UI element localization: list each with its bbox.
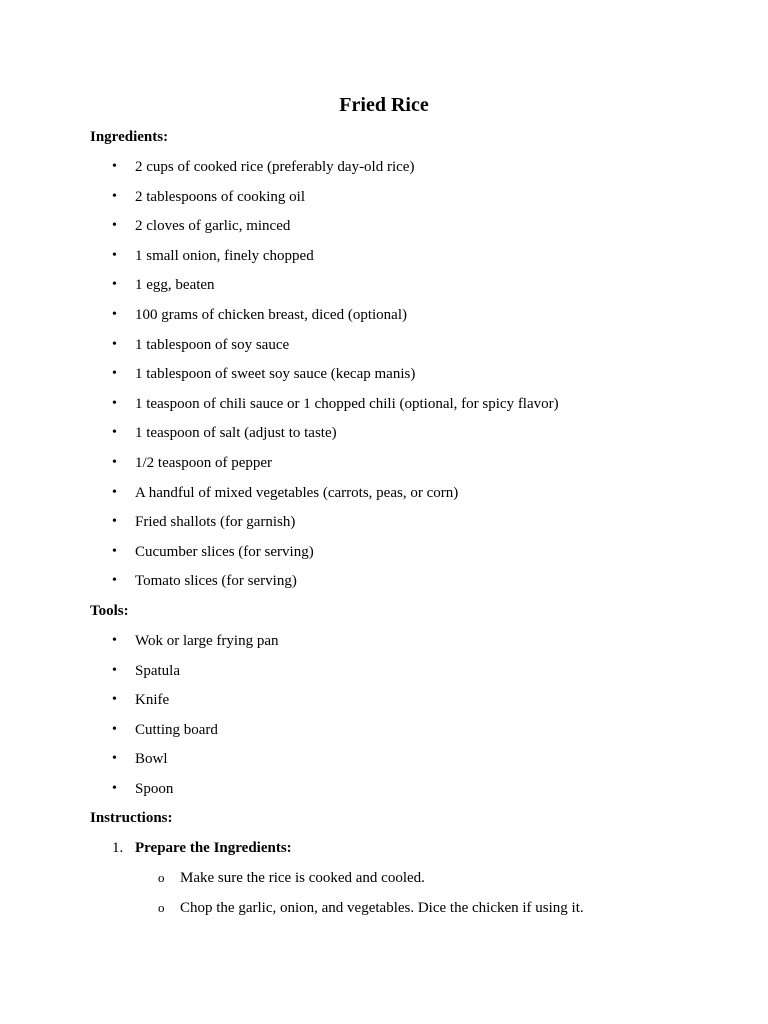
ingredient-item [90, 304, 710, 326]
ingredient-item-text: 100 grams of chicken breast, diced (optional) [135, 306, 407, 323]
substep-item [135, 897, 710, 919]
substep-list [135, 867, 710, 919]
ingredient-item-text: 1 tablespoon of sweet soy sauce (kecap manis) [135, 366, 416, 383]
ingredient-item [90, 274, 710, 296]
document-content [90, 126, 710, 927]
step-title: Prepare the Ingredients: [135, 840, 292, 857]
ingredient-item [90, 422, 710, 444]
ingredient-item [90, 363, 710, 385]
tool-item-text: Cutting board [135, 721, 218, 738]
ingredient-item-text: Cucumber slices (for serving) [135, 543, 314, 560]
tool-item [90, 778, 710, 800]
ingredient-item [90, 186, 710, 208]
tool-item [90, 748, 710, 770]
bullet-icon: • [112, 632, 117, 648]
ingredient-item [90, 541, 710, 563]
bullet-icon: • [112, 218, 117, 234]
bullet-icon: • [112, 721, 117, 737]
ingredient-item [90, 393, 710, 415]
ingredient-item-text: 1/2 teaspoon of pepper [135, 454, 273, 471]
ingredients-heading: Ingredients: [90, 129, 169, 145]
instructions-heading: Instructions: [90, 810, 173, 827]
ingredient-item [90, 245, 710, 267]
bullet-icon: • [112, 662, 117, 678]
bullet-icon: • [112, 692, 117, 708]
ingredient-item-text: 1 egg, beaten [135, 277, 215, 294]
bullet-icon: • [112, 306, 117, 322]
circle-bullet-icon: o [158, 870, 165, 886]
ingredient-item-text: 2 cloves of garlic, minced [135, 218, 291, 235]
ingredient-item [90, 511, 710, 533]
bullet-icon: • [112, 514, 117, 530]
ingredient-item-text: 1 tablespoon of soy sauce [135, 336, 290, 353]
ingredient-item [90, 570, 710, 592]
substep-item [135, 867, 710, 889]
instruction-step [90, 837, 710, 919]
bullet-icon: • [112, 543, 117, 559]
bullet-icon: • [112, 751, 117, 767]
ingredient-item [90, 156, 710, 178]
bullet-icon: • [112, 780, 117, 796]
tool-item [90, 689, 710, 711]
circle-bullet-icon: o [158, 900, 165, 916]
substep-text: Make sure the rice is cooked and cooled. [180, 870, 425, 887]
ingredient-item [90, 215, 710, 237]
tool-item-text: Wok or large frying pan [135, 632, 279, 649]
tools-heading: Tools: [90, 602, 129, 619]
tools-list [90, 630, 710, 800]
ingredient-item-text: 1 small onion, finely chopped [135, 247, 314, 264]
ingredient-item-text: A handful of mixed vegetables (carrots, peas, or corn) [135, 484, 459, 501]
ingredient-item [90, 452, 710, 474]
bullet-icon: • [112, 573, 117, 589]
ingredients-list [90, 156, 710, 592]
bullet-icon: • [112, 366, 117, 382]
bullet-icon: • [112, 159, 117, 174]
bullet-icon: • [112, 247, 117, 263]
tool-item [90, 719, 710, 741]
ingredient-item [90, 334, 710, 356]
bullet-icon: • [112, 188, 117, 204]
ingredient-item-text: 1 teaspoon of chili sauce or 1 chopped chili (optional, for spicy flavor) [135, 395, 559, 412]
ingredient-item-text: 2 cups of cooked rice (preferably day-old rice) [135, 159, 415, 175]
tool-item-text: Knife [135, 692, 170, 709]
bullet-icon: • [112, 425, 117, 441]
tool-item [90, 660, 710, 682]
ingredient-item-text: Tomato slices (for serving) [135, 573, 297, 590]
bullet-icon: • [112, 484, 117, 500]
bullet-icon: • [112, 277, 117, 293]
ingredient-item [90, 482, 710, 504]
ingredient-item-text: Fried shallots (for garnish) [135, 514, 296, 531]
bullet-icon: • [112, 336, 117, 352]
substep-text: Chop the garlic, onion, and vegetables. Dice the chicken if using it. [180, 900, 584, 917]
step-number: 1. [112, 840, 124, 857]
bullet-icon: • [112, 395, 117, 411]
tool-item-text: Bowl [135, 751, 168, 768]
ingredient-item-text: 1 teaspoon of salt (adjust to taste) [135, 425, 337, 442]
tool-item-text: Spoon [135, 780, 174, 797]
instructions-list [90, 837, 710, 919]
ingredient-item-text: 2 tablespoons of cooking oil [135, 188, 305, 205]
tool-item-text: Spatula [135, 662, 180, 679]
page-title: Fried Rice [339, 94, 429, 116]
bullet-icon: • [112, 454, 117, 470]
tool-item [90, 630, 710, 652]
